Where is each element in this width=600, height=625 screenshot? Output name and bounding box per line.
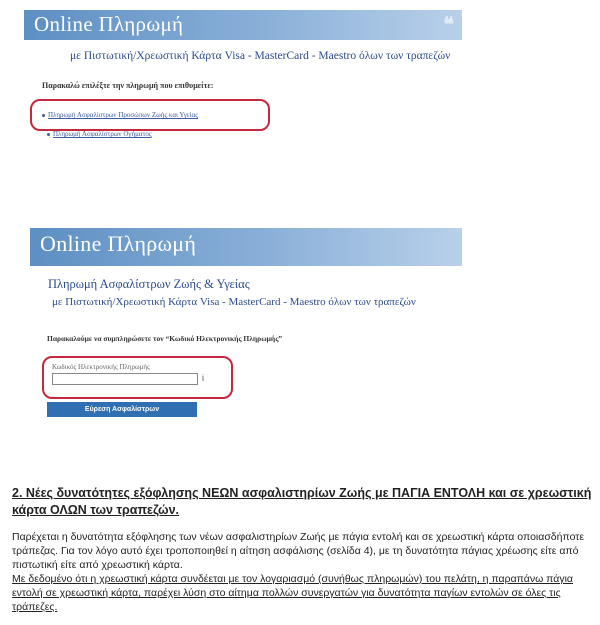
find-premiums-button[interactable]: Εύρεση Ασφαλίστρων bbox=[47, 402, 197, 417]
payment-instruction: Παρακαλώ επιλέξτε την πληρωμή που επιθυμείτε: bbox=[42, 81, 214, 90]
paragraph-text: Παρέχεται η δυνατότητα εξόφλησης των νέων ασφαλιστηρίων Ζωής με πάγια εντολή και σε χρεωστική κάρτα οποιασδήποτε τράπεζας. Για τον λόγο αυτό έχει τροποποιηθεί η αίτηση ασφάλισης (σελίδα 4), με τη δυνατότητα πάγιας χρέωσης είτε από πιστωτική είτε από χρεωστική κάρτα. bbox=[12, 531, 585, 571]
online-payment-banner-2 bbox=[30, 228, 462, 266]
screenshot-payment-selection bbox=[0, 0, 600, 180]
banner-title: Online Πληρωμή bbox=[34, 12, 184, 36]
payment-code-label: Κωδικός Ηλεκτρονικής Πληρωμής bbox=[52, 363, 150, 371]
link-vehicle-payment[interactable]: Πληρωμή Ασφαλίστρων Ογήματος bbox=[53, 130, 152, 138]
online-payment-banner bbox=[24, 10, 462, 40]
section-title: 2. Νέες δυνατότητες εξόφλησης ΝΕΩΝ ασφαλιστηρίων Ζωής με ΠΑΓΙΑ ΕΝΤΟΛΗ και σε χρεωστική κάρτα ΟΛΩΝ των τραπεζών. bbox=[12, 486, 592, 517]
info-icon: i bbox=[202, 373, 204, 383]
paragraph-underlined-text: Με δεδομένο ότι η χρεωστική κάρτα συνδέεται με τον λογαριασμό (συνήθως πληρωμών) του πελάτη, η παραπάνω πάγια εντολή σε χρεωστική κάρτα, παρέχει λύση στο αίτημα πολλών συνεργατών για δυνατότητα παγίων εντολών σε όλες τις τράπεζες. bbox=[12, 573, 574, 613]
section-paragraph bbox=[12, 530, 597, 614]
speech-bubble-icon: ❝ bbox=[443, 14, 454, 36]
life-health-heading: Πληρωμή Ασφαλίστρων Ζωής & Υγείας bbox=[48, 277, 250, 291]
payment-subtitle: με Πιστωτική/Χρεωστική Κάρτα Visa - MasterCard - Maestro όλων των τραπεζών bbox=[70, 50, 451, 62]
bullet-icon bbox=[42, 114, 45, 117]
payment-code-input[interactable] bbox=[52, 373, 198, 385]
payment-subtitle-2: με Πιστωτική/Χρεωστική Κάρτα Visa - MasterCard - Maestro όλων των τραπεζών bbox=[52, 296, 416, 308]
code-instruction: Παρακαλούμε να συμπληρώσετε τον “Κωδικό Ηλεκτρονικής Πληρωμής” bbox=[47, 334, 283, 343]
banner-title: Online Πληρωμή bbox=[40, 231, 197, 256]
bullet-icon bbox=[47, 133, 50, 136]
link-life-health-payment[interactable]: Πληρωμή Ασφαλίστρων Προσώπων Ζωής και Υγείας bbox=[48, 111, 198, 119]
